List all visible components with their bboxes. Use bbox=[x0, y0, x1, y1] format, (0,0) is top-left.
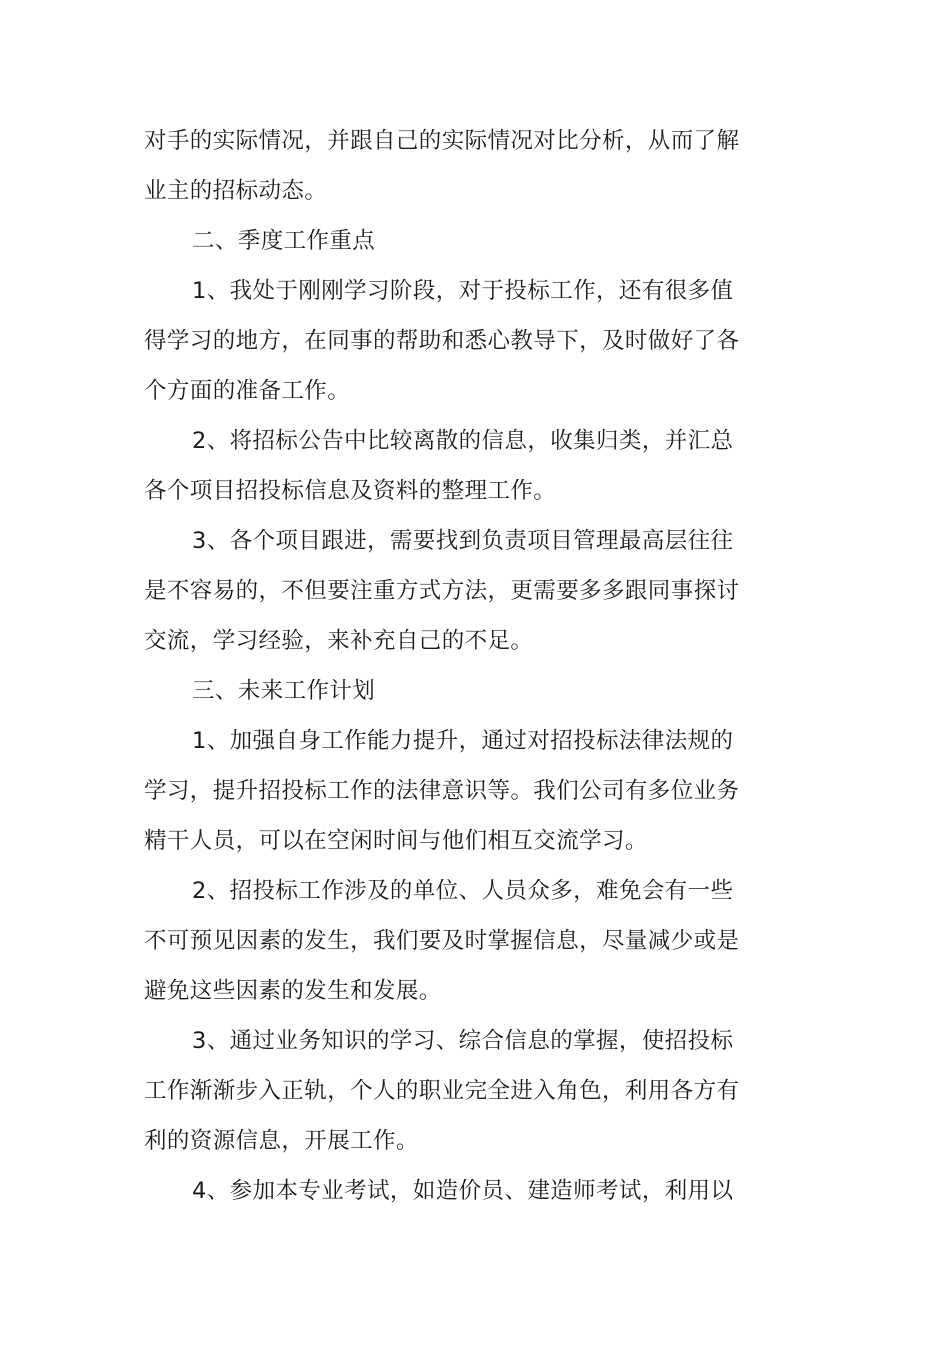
section-heading: 二、季度工作重点 bbox=[192, 228, 376, 254]
paragraph-line: 是不容易的，不但要注重方式方法，更需要多多跟同事探讨 bbox=[144, 578, 740, 604]
paragraph-line: 避免这些因素的发生和发展。 bbox=[144, 978, 442, 1004]
paragraph-line: 4、参加本专业考试，如造价员、建造师考试，利用以 bbox=[192, 1178, 734, 1204]
paragraph-line: 2、将招标公告中比较离散的信息，收集归类，并汇总 bbox=[192, 428, 734, 454]
paragraph-line: 得学习的地方，在同事的帮助和悉心教导下，及时做好了各 bbox=[144, 328, 740, 354]
paragraph-line: 2、招投标工作涉及的单位、人员众多，难免会有一些 bbox=[192, 878, 734, 904]
paragraph-line: 业主的招标动态。 bbox=[144, 178, 328, 204]
paragraph-line: 个方面的准备工作。 bbox=[144, 378, 351, 404]
paragraph-line: 1、我处于刚刚学习阶段，对于投标工作，还有很多值 bbox=[192, 278, 734, 304]
section-heading: 三、未来工作计划 bbox=[192, 678, 376, 704]
paragraph-line: 对手的实际情况，并跟自己的实际情况对比分析，从而了解 bbox=[144, 128, 740, 154]
paragraph-line: 利的资源信息，开展工作。 bbox=[144, 1128, 419, 1154]
paragraph-line: 3、各个项目跟进，需要找到负责项目管理最高层往往 bbox=[192, 528, 734, 554]
paragraph-line: 1、加强自身工作能力提升，通过对招投标法律法规的 bbox=[192, 728, 734, 754]
paragraph-line: 不可预见因素的发生，我们要及时掌握信息，尽量减少或是 bbox=[144, 928, 740, 954]
paragraph-line: 工作渐渐步入正轨，个人的职业完全进入角色，利用各方有 bbox=[144, 1078, 740, 1104]
paragraph-line: 交流，学习经验，来补充自己的不足。 bbox=[144, 628, 534, 654]
paragraph-line: 3、通过业务知识的学习、综合信息的掌握，使招投标 bbox=[192, 1028, 734, 1054]
paragraph-line: 各个项目招投标信息及资料的整理工作。 bbox=[144, 478, 557, 504]
paragraph-line: 学习，提升招投标工作的法律意识等。我们公司有多位业务 bbox=[144, 778, 740, 804]
paragraph-line: 精干人员，可以在空闲时间与他们相互交流学习。 bbox=[144, 828, 648, 854]
